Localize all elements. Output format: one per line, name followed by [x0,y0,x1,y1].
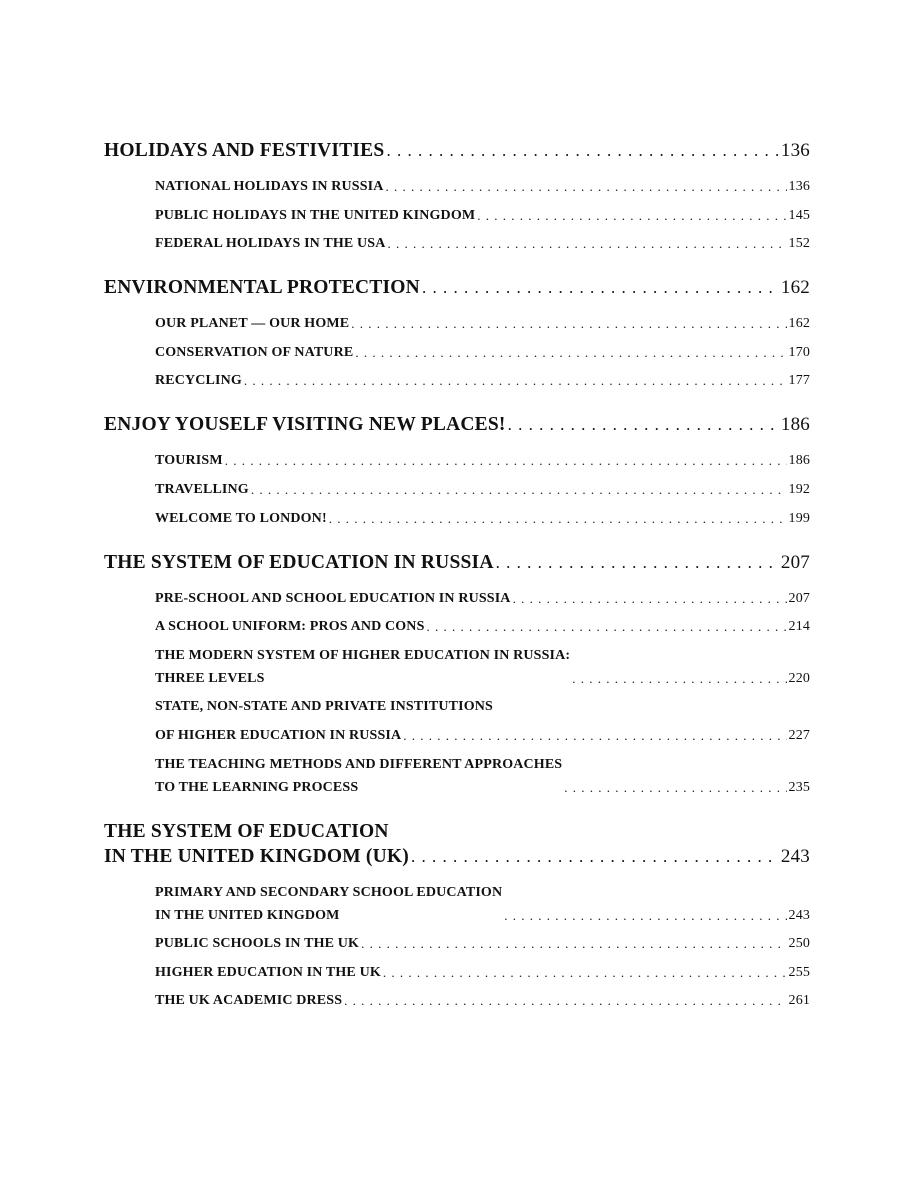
subsection-title: THE MODERN SYSTEM OF HIGHER EDUCATION IN RUSSIA: THREE LEVELS [155,647,571,686]
toc-section [104,412,810,529]
subsection-entry[interactable] [155,587,810,610]
subsection-page-number: 243 [788,907,810,923]
dot-leader [496,550,779,575]
dot-leader [329,507,787,530]
chapter-entry[interactable] [104,819,810,869]
subsection-entry[interactable] [155,232,810,255]
subsection-page-number: 261 [788,993,810,1009]
subsection-title: NATIONAL HOLIDAYS IN RUSSIA [155,179,384,194]
dot-leader [387,232,786,255]
subsection-page-number: 145 [788,207,810,223]
dot-leader [403,724,786,747]
subsection-title: CONSERVATION OF NATURE [155,344,354,360]
subsection-page-number: 250 [788,936,810,952]
chapter-entry[interactable] [104,275,810,300]
dot-leader [225,449,787,472]
chapter-page-number: 243 [780,845,810,867]
chapter-title: HOLIDAYS AND FESTIVITIES [104,140,385,161]
subsection-title: WELCOME TO LONDON! [155,510,327,526]
subsection-title: PUBLIC HOLIDAYS IN THE UNITED KINGDOM [155,207,476,223]
dot-leader [355,341,786,364]
table-of-contents [104,138,810,1032]
dot-leader [361,932,786,955]
subsection-page-number: 170 [788,344,810,360]
subsection-title: FEDERAL HOLIDAYS IN THE USA [155,236,386,252]
dot-leader [251,478,787,501]
chapter-page-number: 162 [780,277,810,299]
subsection-page-number: 136 [788,179,810,194]
subsection-page-number: 177 [788,373,810,389]
chapter-title: ENVIRONMENTAL PROTECTION [104,277,420,299]
chapter-page-number: 136 [780,140,810,161]
subsection-entry[interactable] [155,478,810,501]
subsection-title: A SCHOOL UNIFORM: PROS AND CONS [155,619,425,635]
subsection-entry[interactable] [155,369,810,392]
subsection-page-number: 192 [788,481,810,497]
chapter-title: ENJOY YOUSELF VISITING NEW PLACES! [104,414,506,436]
chapter-entry[interactable] [104,138,810,163]
dot-leader [344,989,786,1012]
subsection-entry[interactable] [155,204,810,227]
subsection-entry[interactable] [155,312,810,335]
dot-leader [504,904,786,927]
subsection-entry[interactable] [155,932,810,955]
subsection-page-number: 186 [788,453,810,469]
dot-leader [477,204,786,227]
subsection-list [104,175,810,255]
subsection-list [104,587,810,799]
subsection-list [104,312,810,392]
subsection-title: PRE-SCHOOL AND SCHOOL EDUCATION IN RUSSIA [155,590,511,606]
subsection-title: OF HIGHER EDUCATION IN RUSSIA [155,727,402,743]
dot-leader [564,776,786,799]
subsection-entry[interactable] [155,341,810,364]
subsection-page-number: 214 [788,619,810,635]
subsection-title: OUR PLANET — OUR HOME [155,316,350,332]
subsection-page-number: 207 [788,590,810,606]
subsection-list [104,449,810,529]
subsection-title: PRIMARY AND SECONDARY SCHOOL EDUCATION IN THE UNITED KINGDOM [155,884,503,923]
chapter-entry[interactable] [104,550,810,575]
dot-leader [513,587,787,610]
subsection-page-number: 199 [788,510,810,526]
toc-section [104,550,810,799]
dot-leader [386,138,778,163]
dot-leader [411,844,779,869]
subsection-page-number: 152 [788,236,810,252]
subsection-page-number: 255 [788,964,810,980]
dot-leader [508,412,779,437]
dot-leader [427,615,787,638]
subsection-entry[interactable] [155,989,810,1012]
subsection-entry[interactable] [155,724,810,747]
chapter-page-number: 207 [780,551,810,573]
subsection-entry[interactable] [155,507,810,530]
dot-leader [422,275,779,300]
subsection-page-number: 220 [788,670,810,686]
toc-section [104,819,810,1013]
subsection-title: PUBLIC SCHOOLS IN THE UK [155,936,360,952]
subsection-entry[interactable] [155,644,810,690]
subsection-title: THE UK ACADEMIC DRESS [155,993,343,1009]
subsection-title: TOURISM [155,453,223,469]
subsection-page-number: 162 [788,316,810,332]
subsection-entry[interactable] [155,615,810,638]
subsection-title: TRAVELLING [155,481,249,497]
subsection-entry[interactable] [155,753,810,799]
subsection-title: THE TEACHING METHODS AND DIFFERENT APPROACHES TO THE LEARNING PROCESS [155,756,563,795]
dot-leader [572,667,786,690]
subsection-entry[interactable] [155,449,810,472]
subsection-entry[interactable] [155,961,810,984]
dot-leader [383,961,787,984]
toc-section [104,138,810,255]
subsection-page-number: 235 [788,779,810,795]
subsection-title: RECYCLING [155,373,242,389]
subsection-title-line[interactable]: STATE, NON-STATE AND PRIVATE INSTITUTIONS [155,699,493,715]
chapter-page-number: 186 [780,414,810,436]
subsection-entry[interactable] [155,881,810,927]
dot-leader [386,175,787,198]
chapter-title: THE SYSTEM OF EDUCATION IN RUSSIA [104,551,494,573]
chapter-entry[interactable] [104,412,810,437]
dot-leader [244,369,787,392]
subsection-title: HIGHER EDUCATION IN THE UK [155,964,381,980]
chapter-title: THE SYSTEM OF EDUCATION IN THE UNITED KINGDOM (UK) [104,820,409,867]
dot-leader [351,312,786,335]
toc-section [104,275,810,392]
subsection-entry[interactable] [155,175,810,198]
subsection-list [104,881,810,1013]
subsection-page-number: 227 [788,727,810,743]
